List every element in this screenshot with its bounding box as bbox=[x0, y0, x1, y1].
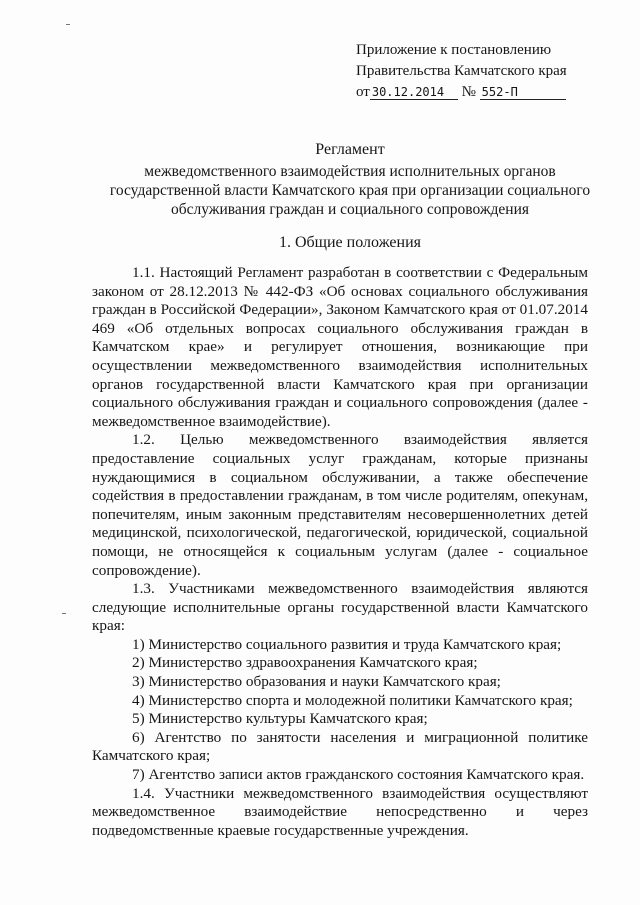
annex-stamp bbox=[356, 40, 567, 103]
annex-line-1: Приложение к постановлению bbox=[356, 42, 552, 58]
annex-date: 30.12.2014 bbox=[370, 85, 458, 100]
paragraph-1-2: 1.2. Целью межведомственного взаимодействия является предоставление социальных услуг гражданам, которые признаны нуждающимися в социальном обслуживании, а также обеспечение содействия в предоставлении гражданам, в том числе родителям, опекунам, попечителям, иным законным представителям несовершеннолетних детей медицинской, психологической, педагогической, юридической, социальной помощи, не относящейся к социальным услугам (далее - социальное сопровождение). bbox=[92, 431, 588, 579]
participant-item: 4) Министерство спорта и молодежной политики Камчатского края; bbox=[132, 691, 573, 709]
annex-line-2: Правительства Камчатского края bbox=[356, 63, 567, 79]
paragraph-1-4: 1.4. Участники межведомственного взаимодействия осуществляют межведомственное взаимодействие непосредственно и через подведомственные краевые государственные учреждения. bbox=[92, 784, 588, 839]
participant-item: 5) Министерство культуры Камчатского края; bbox=[132, 710, 428, 728]
scan-speck bbox=[62, 613, 66, 614]
document-subtitle bbox=[80, 162, 620, 219]
scan-speck bbox=[66, 24, 70, 25]
subtitle-line: обслуживания граждан и социального сопровождения bbox=[170, 201, 530, 218]
document-title: Регламент bbox=[315, 141, 385, 158]
annex-number: 552-П bbox=[480, 85, 566, 100]
annex-number-label: № bbox=[461, 84, 476, 100]
subtitle-line: межведомственного взаимодействия исполнительных органов bbox=[144, 163, 556, 180]
annex-date-line bbox=[356, 82, 567, 103]
annex-from-label: от bbox=[356, 84, 370, 100]
document-body bbox=[92, 264, 588, 840]
participant-item: 7) Агентство записи актов гражданского состояния Камчатского края. bbox=[132, 766, 585, 784]
paragraph-1-1: 1.1. Настоящий Регламент разработан в соответствии с Федеральным законом от 28.12.2013 № 442-ФЗ «Об основах социального обслуживания граждан в Российской Федерации», Законом Камчатского края от 01.07.2014 469 «Об отдельных вопросах социального обслуживания граждан в Камчатском крае» и регулирует отношения, возникающие при осуществлении межведомственного взаимодействия исполнительных органов государственной власти Камчатского края при организации социального обслуживания граждан и социального сопровождения (далее - межведомственное взаимодействие). bbox=[92, 264, 588, 430]
section-heading: 1. Общие положения bbox=[278, 234, 422, 251]
participant-item: 6) Агентство по занятости населения и миграционной политике Камчатского края; bbox=[92, 728, 588, 765]
paragraph-1-3: 1.3. Участниками межведомственного взаимодействия являются следующие исполнительные органы государственной власти Камчатского края: bbox=[92, 580, 588, 635]
participant-item: 2) Министерство здравоохранения Камчатского края; bbox=[132, 654, 478, 672]
participant-item: 1) Министерство социального развития и труда Камчатского края; bbox=[132, 635, 562, 653]
participant-item: 3) Министерство образования и науки Камчатского края; bbox=[132, 673, 501, 691]
subtitle-line: государственной власти Камчатского края при организации социального bbox=[109, 182, 591, 199]
